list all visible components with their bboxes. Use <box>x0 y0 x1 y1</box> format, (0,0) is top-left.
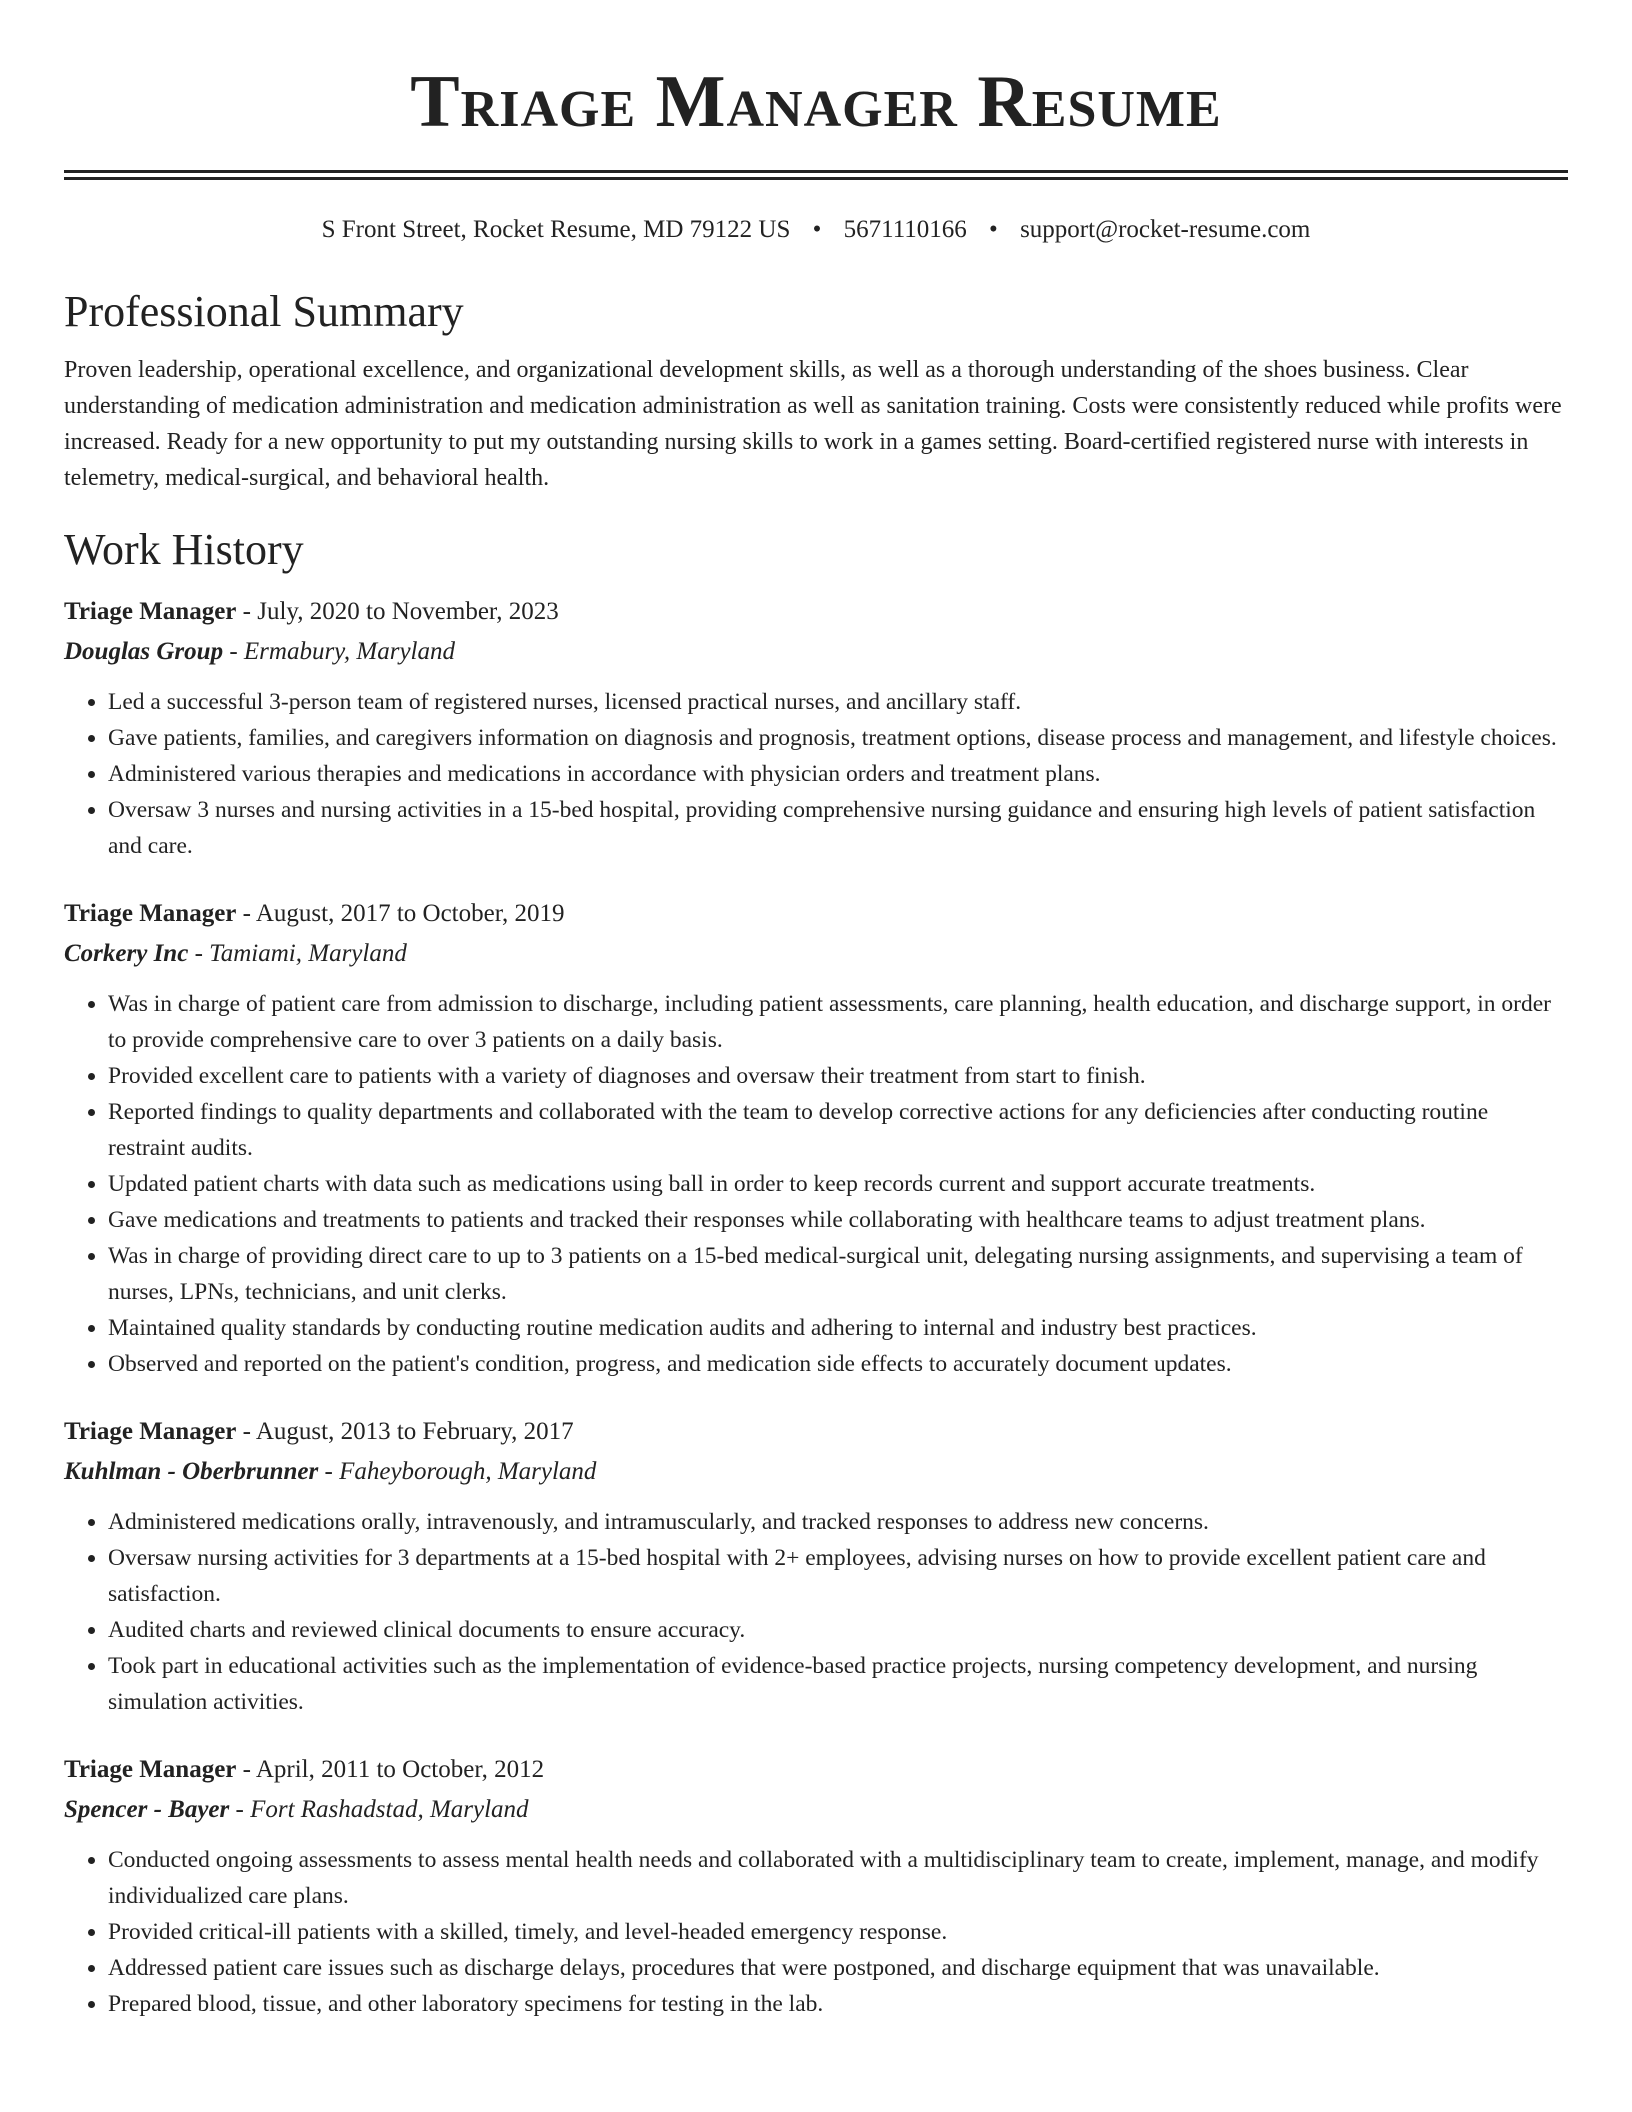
job-bullet: • Oversaw 3 nurses and nursing activities in a 15-bed hospital, providing comprehensive nursing guidance and ensuring high levels of patient satisfaction and care. <box>108 792 1568 864</box>
job-company-line <box>64 1790 1568 1830</box>
job-title: Triage Manager <box>64 1756 237 1783</box>
contact-email[interactable]: support@rocket-resume.com <box>1020 216 1311 243</box>
job-company: Douglas Group <box>64 638 224 665</box>
job-bullet: • Led a successful 3-person team of registered nurses, licensed practical nurses, and ancillary staff. <box>108 684 1568 720</box>
job-title: Triage Manager <box>64 900 237 927</box>
job-bullet: • Prepared blood, tissue, and other laboratory specimens for testing in the lab. <box>108 1986 1568 2022</box>
job-bullet: • Provided excellent care to patients with a variety of diagnoses and oversaw their treatment from start to finish. <box>108 1058 1568 1094</box>
contact-address: S Front Street, Rocket Resume, MD 79122 US <box>321 216 791 243</box>
job-bullet: • Administered various therapies and medications in accordance with physician orders and treatment plans. <box>108 756 1568 792</box>
title-double-rule <box>64 170 1568 180</box>
contact-separator: • <box>989 216 998 243</box>
job-company-line <box>64 934 1568 974</box>
resume-title: Triage Manager Resume <box>410 61 1222 143</box>
contact-phone: 5671110166 <box>843 216 967 243</box>
job-company: Spencer - Bayer <box>64 1796 230 1823</box>
job-bullet: • Reported findings to quality departments and collaborated with the team to develop corrective actions for any deficiencies after conducting routine restraint audits. <box>108 1094 1568 1166</box>
job-bullet: • Maintained quality standards by conducting routine medication audits and adhering to internal and industry best practices. <box>108 1310 1568 1346</box>
job-bullet: • Addressed patient care issues such as discharge delays, procedures that were postponed, and discharge equipment that was unavailable. <box>108 1950 1568 1986</box>
job-bullet: • Administered medications orally, intravenously, and intramuscularly, and tracked responses to address new concerns. <box>108 1504 1568 1540</box>
job-dates: - August, 2017 to October, 2019 <box>236 900 565 927</box>
job-location: - Ermabury, Maryland <box>223 638 455 665</box>
job-entry <box>64 1750 1568 2022</box>
job-company: Kuhlman - Oberbrunner <box>64 1458 319 1485</box>
job-bullets <box>64 1842 1568 2022</box>
job-title-line <box>64 894 1568 934</box>
work-history-list <box>64 592 1568 2022</box>
job-company-line <box>64 632 1568 672</box>
job-title-line <box>64 592 1568 632</box>
job-bullet: • Gave patients, families, and caregivers information on diagnosis and prognosis, treatment options, disease process and management, and lifestyle choices. <box>108 720 1568 756</box>
job-bullet: • Was in charge of patient care from admission to discharge, including patient assessments, care planning, health education, and discharge support, in order to provide comprehensive care to over 3 patients on a daily basis. <box>108 986 1568 1058</box>
job-bullets <box>64 1504 1568 1720</box>
job-bullet: • Provided critical-ill patients with a skilled, timely, and level-headed emergency response. <box>108 1914 1568 1950</box>
job-dates: - April, 2011 to October, 2012 <box>236 1756 545 1783</box>
job-company-line <box>64 1452 1568 1492</box>
job-bullet: • Gave medications and treatments to patients and tracked their responses while collaborating with healthcare teams to adjust treatment plans. <box>108 1202 1568 1238</box>
job-dates: - July, 2020 to November, 2023 <box>236 598 559 625</box>
job-title: Triage Manager <box>64 1418 237 1445</box>
work-history-heading: Work History <box>64 525 304 574</box>
job-bullet: • Oversaw nursing activities for 3 departments at a 15-bed hospital with 2+ employees, advising nurses on how to provide excellent patient care and satisfaction. <box>108 1540 1568 1612</box>
job-title: Triage Manager <box>64 598 237 625</box>
job-title-line <box>64 1750 1568 1790</box>
job-entry <box>64 894 1568 1382</box>
job-bullet: • Updated patient charts with data such as medications using ball in order to keep records current and support accurate treatments. <box>108 1166 1568 1202</box>
summary-heading: Professional Summary <box>64 287 464 336</box>
job-bullet: • Audited charts and reviewed clinical documents to ensure accuracy. <box>108 1612 1568 1648</box>
job-entry <box>64 592 1568 864</box>
job-bullet: • Was in charge of providing direct care to up to 3 patients on a 15-bed medical-surgical unit, delegating nursing assignments, and supervising a team of nurses, LPNs, technicians, and unit clerks. <box>108 1238 1568 1310</box>
contact-line <box>64 214 1568 246</box>
job-bullet: • Observed and reported on the patient's condition, progress, and medication side effects to accurately document updates. <box>108 1346 1568 1382</box>
job-bullets <box>64 986 1568 1382</box>
job-entry <box>64 1412 1568 1720</box>
job-dates: - August, 2013 to February, 2017 <box>236 1418 574 1445</box>
job-title-line <box>64 1412 1568 1452</box>
job-location: - Tamiami, Maryland <box>188 940 407 967</box>
job-bullet: • Conducted ongoing assessments to assess mental health needs and collaborated with a multidisciplinary team to create, implement, manage, and modify individualized care plans. <box>108 1842 1568 1914</box>
job-company: Corkery Inc <box>64 940 189 967</box>
contact-separator: • <box>812 216 822 243</box>
job-location: - Fort Rashadstad, Maryland <box>229 1796 529 1823</box>
job-location: - Faheyborough, Maryland <box>318 1458 597 1485</box>
summary-text: Proven leadership, operational excellence, and organizational development skills, as well as a thorough understanding of the shoes business. Clear understanding of medication administration and medication administration as well as sanitation training. Costs were consistently reduced while profits were increased. Ready for a new opportunity to put my outstanding nursing skills to work in a games setting. Board-certified registered nurse with interests in telemetry, medical-surgical, and behavioral health. <box>64 357 1562 491</box>
job-bullet: • Took part in educational activities such as the implementation of evidence-based practice projects, nursing competency development, and nursing simulation activities. <box>108 1648 1568 1720</box>
job-bullets <box>64 684 1568 864</box>
